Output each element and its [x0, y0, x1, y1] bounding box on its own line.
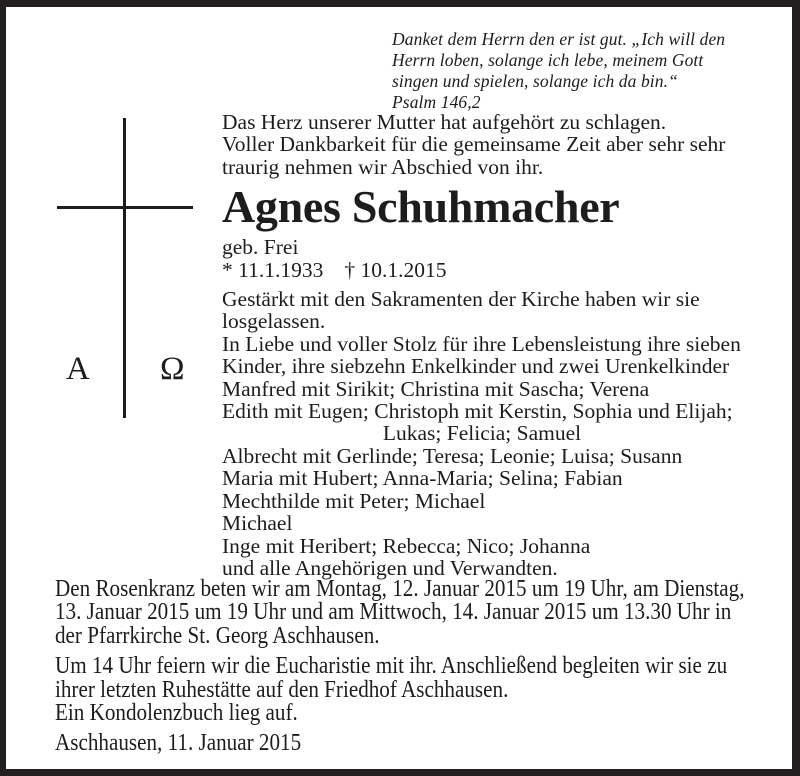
intro-line: traurig nehmen wir Abschied von ihr. — [222, 154, 544, 179]
family-line: Kinder, ihre siebzehn Enkelkinder und zwei Urenkelkinder — [222, 354, 730, 379]
service-details-column — [55, 578, 775, 756]
family-line: Michael — [222, 511, 293, 536]
family-line: Maria mit Hubert; Anna-Maria; Selina; Fabian — [222, 466, 623, 491]
family-line: Gestärkt mit den Sakramenten der Kirche haben wir sie — [222, 287, 700, 312]
death-date: † 10.1.2015 — [344, 257, 447, 282]
deceased-name: Agnes Schuhmacher — [222, 181, 620, 233]
rosary-paragraph — [55, 578, 775, 648]
omega-symbol: Ω — [160, 351, 185, 387]
family-line: und alle Angehörigen und Verwandten. — [222, 555, 558, 580]
family-line: Lukas; Felicia; Samuel — [382, 421, 582, 446]
funeral-paragraph — [55, 655, 775, 725]
scripture-quote — [392, 29, 725, 113]
birth-name: geb. Frei — [222, 235, 299, 260]
cross-icon — [123, 118, 126, 418]
intro-line: Das Herz unserer Mutter hat aufgehört zu schlagen. — [222, 110, 667, 134]
family-line: Edith mit Eugen; Christoph mit Kerstin, Sophia und Elijah; — [222, 399, 733, 424]
rosary-line: der Pfarrkirche St. Georg Aschhausen. — [55, 622, 380, 649]
quote-line: Herrn loben, solange ich lebe, meinem Gott — [392, 50, 704, 70]
intro-paragraph — [222, 111, 757, 178]
family-line: losgelassen. — [222, 309, 326, 334]
family-line: Mechthilde mit Peter; Michael — [222, 488, 486, 513]
family-line: Manfred mit Sirikit; Christina mit Sascha; Verena — [222, 376, 650, 401]
funeral-line: ihrer letzten Ruhestätte auf den Friedhof Aschhausen. — [55, 676, 509, 703]
cross-icon — [57, 206, 193, 209]
quote-line: singen und spielen, solange ich da bin.“ — [392, 71, 678, 91]
rosary-line: Den Rosenkranz beten wir am Montag, 12. Januar 2015 um 19 Uhr, am Dienstag, — [55, 576, 745, 602]
place-dateline: Aschhausen, 11. Januar 2015 — [55, 730, 302, 757]
birth-date: * 11.1.1933 — [222, 257, 324, 282]
rosary-line: 13. Januar 2015 um 19 Uhr und am Mittwoch, 14. Januar 2015 um 13.30 Uhr in — [55, 599, 732, 626]
quote-line: Danket dem Herrn den er ist gut. „Ich will den — [392, 29, 726, 49]
alpha-symbol: A — [66, 351, 90, 387]
family-line: In Liebe und voller Stolz für ihre Lebensleistung ihre sieben — [222, 331, 741, 356]
funeral-line: Um 14 Uhr feiern wir die Eucharistie mit ihr. Anschließend begleiten wir sie zu — [55, 653, 728, 680]
quote-source: Psalm 146,2 — [392, 92, 481, 112]
life-dates — [222, 259, 757, 281]
family-line: Albrecht mit Gerlinde; Teresa; Leonie; Luisa; Susann — [222, 443, 683, 468]
funeral-line: Ein Kondolenzbuch lieg auf. — [55, 700, 298, 727]
announcement-column — [222, 111, 757, 579]
family-paragraph — [222, 288, 757, 579]
intro-line: Voller Dankbarkeit für die gemeinsame Zeit aber sehr sehr — [222, 132, 726, 157]
family-line: Inge mit Heribert; Rebecca; Nico; Johanna — [222, 533, 591, 558]
